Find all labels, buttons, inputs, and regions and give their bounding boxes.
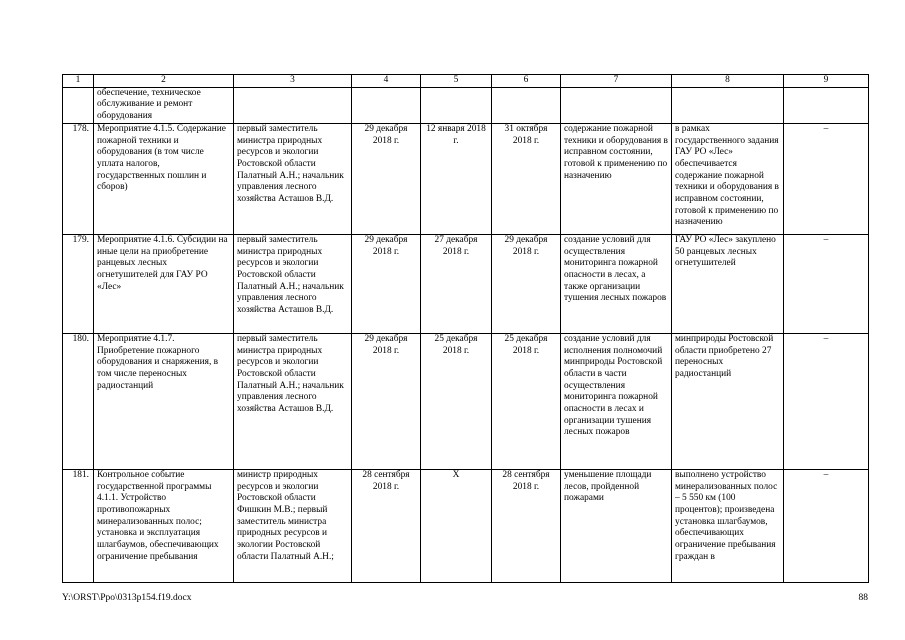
table-row-continuation (63, 87, 869, 123)
event-cell: Мероприятие 4.1.5. Содержание пожарной техники и оборудования (в том числе уплата налогов, государственных пошлин и сборов) (94, 123, 234, 234)
actual-result-cell: ГАУ РО «Лес» закуплено 50 ранцевых лесных огнетушителей (672, 234, 784, 333)
start-date-cell: 25 декабря 2018 г. (421, 333, 492, 469)
plan-date-cell: 29 декабря 2018 г. (352, 123, 421, 234)
event-cell: Мероприятие 4.1.7. Приобретение пожарного оборудования и снаряжения, в том числе переносных радиостанций (94, 333, 234, 469)
row-number: 181. (63, 469, 94, 582)
column-header: 1 (63, 75, 94, 88)
actual-result-cell: выполнено устройство минерализованных полос – 5 550 км (100 процентов); произведена установка шлагбаумов, обеспечивающих ограничение пребывания граждан в (672, 469, 784, 582)
column-number-row (63, 75, 869, 88)
notes-cell: – (784, 333, 869, 469)
notes-cell: – (784, 469, 869, 582)
notes-cell: – (784, 234, 869, 333)
expected-result-cell: создание условий для исполнения полномочий минприроды Ростовской области в части осуществления мониторинга пожарной опасности в лесах и организации тушения лесных пожаров (561, 333, 672, 469)
responsible-cell: первый заместитель министра природных ресурсов и экологии Ростовской области Палатный А.Н.; начальник управления лесного хозяйства Асташов В.Д. (234, 234, 352, 333)
end-date-cell: 28 сентября 2018 г. (492, 469, 561, 582)
page-number: 88 (858, 593, 868, 603)
column-header: 3 (234, 75, 352, 88)
notes-cell: – (784, 123, 869, 234)
plan-date-cell: 29 декабря 2018 г. (352, 234, 421, 333)
actual-result-cell: в рамках государственного задания ГАУ РО «Лес» обеспечивается содержание пожарной техники и оборудования в исправном состоянии, готовой к применению по назначению (672, 123, 784, 234)
expected-result-cell: уменьшение площади лесов, пройденной пожарами (561, 469, 672, 582)
measures-table (62, 74, 869, 583)
column-header: 6 (492, 75, 561, 88)
row-number: 178. (63, 123, 94, 234)
column-header: 8 (672, 75, 784, 88)
column-header: 4 (352, 75, 421, 88)
column-header: 9 (784, 75, 869, 88)
row-number: 180. (63, 333, 94, 469)
end-date-cell: 29 декабря 2018 г. (492, 234, 561, 333)
column-header: 7 (561, 75, 672, 88)
responsible-cell: министр природных ресурсов и экологии Ростовской области Фишкин М.В.; первый заместитель министра природных ресурсов и экологии Ростовской области Палатный А.Н.; (234, 469, 352, 582)
start-date-cell: 12 января 2018 г. (421, 123, 492, 234)
expected-result-cell: содержание пожарной техники и оборудования в исправном состоянии, готовой к применению по назначению (561, 123, 672, 234)
file-path-footer: Y:\ORST\Ppo\0313p154.f19.docx (62, 593, 192, 603)
actual-result-cell: минприроды Ростовской области приобретено 27 переносных радиостанций (672, 333, 784, 469)
row-number: 179. (63, 234, 94, 333)
table-row (63, 234, 869, 333)
end-date-cell: 31 октября 2018 г. (492, 123, 561, 234)
plan-date-cell: 28 сентября 2018 г. (352, 469, 421, 582)
expected-result-cell: создание условий для осуществления мониторинга пожарной опасности в лесах, а также организации тушения лесных пожаров (561, 234, 672, 333)
start-date-cell: X (421, 469, 492, 582)
start-date-cell: 27 декабря 2018 г. (421, 234, 492, 333)
column-header: 2 (94, 75, 234, 88)
responsible-cell: первый заместитель министра природных ресурсов и экологии Ростовской области Палатный А.Н.; начальник управления лесного хозяйства Асташов В.Д. (234, 123, 352, 234)
table-row (63, 469, 869, 582)
end-date-cell: 25 декабря 2018 г. (492, 333, 561, 469)
plan-date-cell: 29 декабря 2018 г. (352, 333, 421, 469)
event-cell: обеспечение, техническое обслуживание и ремонт оборудования (94, 87, 234, 123)
column-header: 5 (421, 75, 492, 88)
table-row (63, 333, 869, 469)
event-cell: Контрольное событие государственной программы 4.1.1. Устройство противопожарных минерализованных полос; установка и эксплуатация шлагбаумов, обеспечивающих ограничение пребывания (94, 469, 234, 582)
responsible-cell: первый заместитель министра природных ресурсов и экологии Ростовской области Палатный А.Н.; начальник управления лесного хозяйства Асташов В.Д. (234, 333, 352, 469)
event-cell: Мероприятие 4.1.6. Субсидии на иные цели на приобретение ранцевых лесных огнетушителей для ГАУ РО «Лес» (94, 234, 234, 333)
table-row (63, 123, 869, 234)
